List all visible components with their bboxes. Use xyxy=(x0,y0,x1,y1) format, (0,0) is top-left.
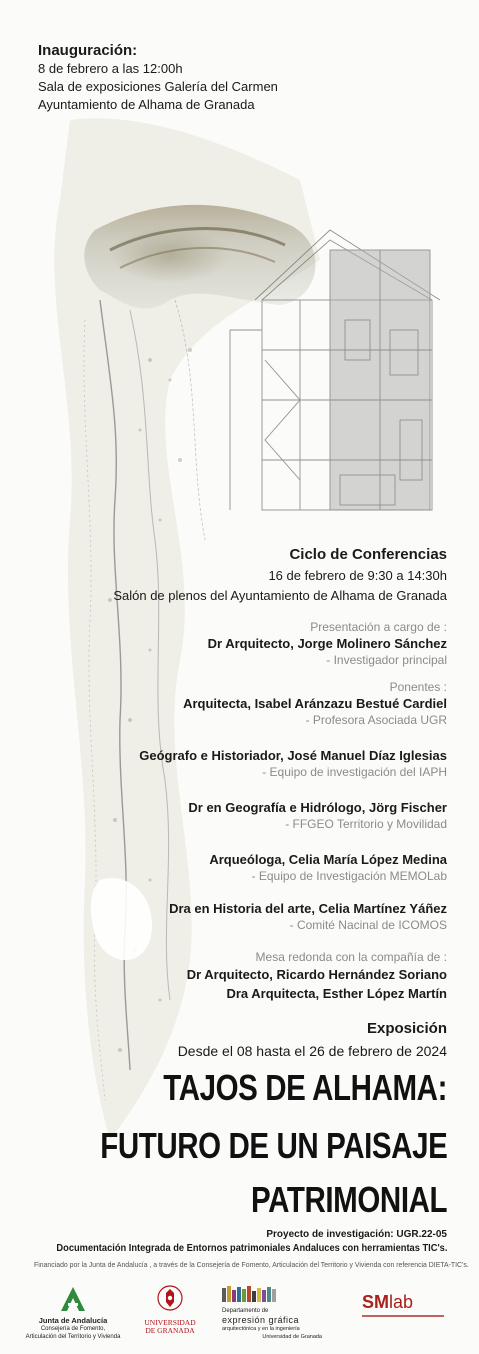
speaker-role: - Comité Nacinal de ICOMOS xyxy=(289,918,447,932)
exhibition-title: Exposición xyxy=(366,1020,447,1037)
speaker-name: Geógrafo e Historiador, José Manuel Díaz Iglesias xyxy=(139,748,447,763)
project-code: Proyecto de investigación: UGR.22-05 xyxy=(266,1229,447,1240)
exhibition-dates: Desde el 08 hasta el 26 de febrero de 2024 xyxy=(177,1043,447,1059)
junta-sub1: Consejería de Fomento, xyxy=(40,1326,106,1332)
round-table-name: Dra Arquitecta, Esther López Martín xyxy=(226,986,447,1001)
speaker-role: - Equipo de Investigación MEMOLab xyxy=(251,869,447,883)
round-table-name: Dr Arquitecto, Ricardo Hernández Soriano xyxy=(186,967,447,982)
headline-line: TAJOS DE ALHAMA: xyxy=(163,1067,447,1108)
funding-note: Financiado por la Junta de Andalucía , a través de la Consejería de Fomento, Articulación del Territorio y Vivienda con referencia DIETA-TIC's. xyxy=(34,1260,469,1269)
ugr-line1: UNIVERSIDAD xyxy=(144,1318,196,1327)
speaker-name: Dra en Historia del arte, Celia Martínez Yáñez xyxy=(169,901,447,916)
presenter-role: - Investigador principal xyxy=(326,653,447,667)
junta-sub2: Articulación del Territorio y Vivienda xyxy=(25,1334,121,1340)
conference-venue: Salón de plenos del Ayuntamiento de Alhama de Granada xyxy=(113,588,447,603)
dept-line4: Universidad de Granada xyxy=(262,1334,322,1340)
project-description: Documentación Integrada de Entornos patrimoniales Andaluces con herramientas TIC's. xyxy=(55,1243,447,1254)
smlab-light: lab xyxy=(389,1292,414,1312)
dept-line2: expresión gráfica xyxy=(222,1315,300,1325)
speaker-name: Arqueóloga, Celia María López Medina xyxy=(209,852,447,867)
conference-title: Ciclo de Conferencias xyxy=(289,546,447,563)
conference-date: 16 de febrero de 9:30 a 14:30h xyxy=(268,568,447,583)
smlab-bold: SM xyxy=(362,1292,389,1312)
smlab-logo-icon xyxy=(362,1292,452,1317)
inauguration-block xyxy=(38,42,338,114)
round-table-intro: Mesa redonda con la compañía de : xyxy=(255,950,447,964)
inauguration-town: Ayuntamiento de Alhama de Granada xyxy=(38,97,255,112)
speaker-name: Arquitecta, Isabel Aránzazu Bestué Cardiel xyxy=(183,696,447,711)
ugr-line2: DE GRANADA xyxy=(145,1326,195,1335)
speaker-name: Dr en Geografía e Hidrólogo, Jörg Fischer xyxy=(188,800,447,815)
dept-line3: arquitectónica y en la ingeniería xyxy=(222,1326,300,1332)
speakers-intro: Ponentes : xyxy=(389,680,447,694)
color-bars-icon xyxy=(222,1286,282,1302)
ugr-logo xyxy=(135,1284,205,1335)
inauguration-date: 8 de febrero a las 12:00h xyxy=(38,61,183,76)
speaker-role: - Profesora Asociada UGR xyxy=(305,713,447,727)
inauguration-venue: Sala de exposiciones Galería del Carmen xyxy=(38,79,278,94)
speaker-role: - FFGEO Territorio y Movilidad xyxy=(285,817,447,831)
smlab-underline xyxy=(362,1315,444,1317)
presentation-intro: Presentación a cargo de : xyxy=(310,620,447,634)
headline-line: FUTURO DE UN PAISAJE xyxy=(99,1125,447,1166)
ugr-crest-icon xyxy=(157,1284,183,1314)
headline-line: PATRIMONIAL xyxy=(250,1179,447,1220)
inauguration-title: Inauguración: xyxy=(38,42,138,59)
dept-line1: Departamento de xyxy=(222,1308,269,1314)
sponsor-logos xyxy=(0,1282,479,1342)
junta-a-icon xyxy=(59,1286,87,1312)
presenter-name: Dr Arquitecto, Jorge Molinero Sánchez xyxy=(207,636,447,651)
junta-name: Junta de Andalucía xyxy=(38,1316,108,1325)
junta-andalucia-logo xyxy=(18,1286,128,1341)
speaker-role: - Equipo de investigación del IAPH xyxy=(262,765,447,779)
expresion-grafica-logo xyxy=(222,1286,332,1341)
